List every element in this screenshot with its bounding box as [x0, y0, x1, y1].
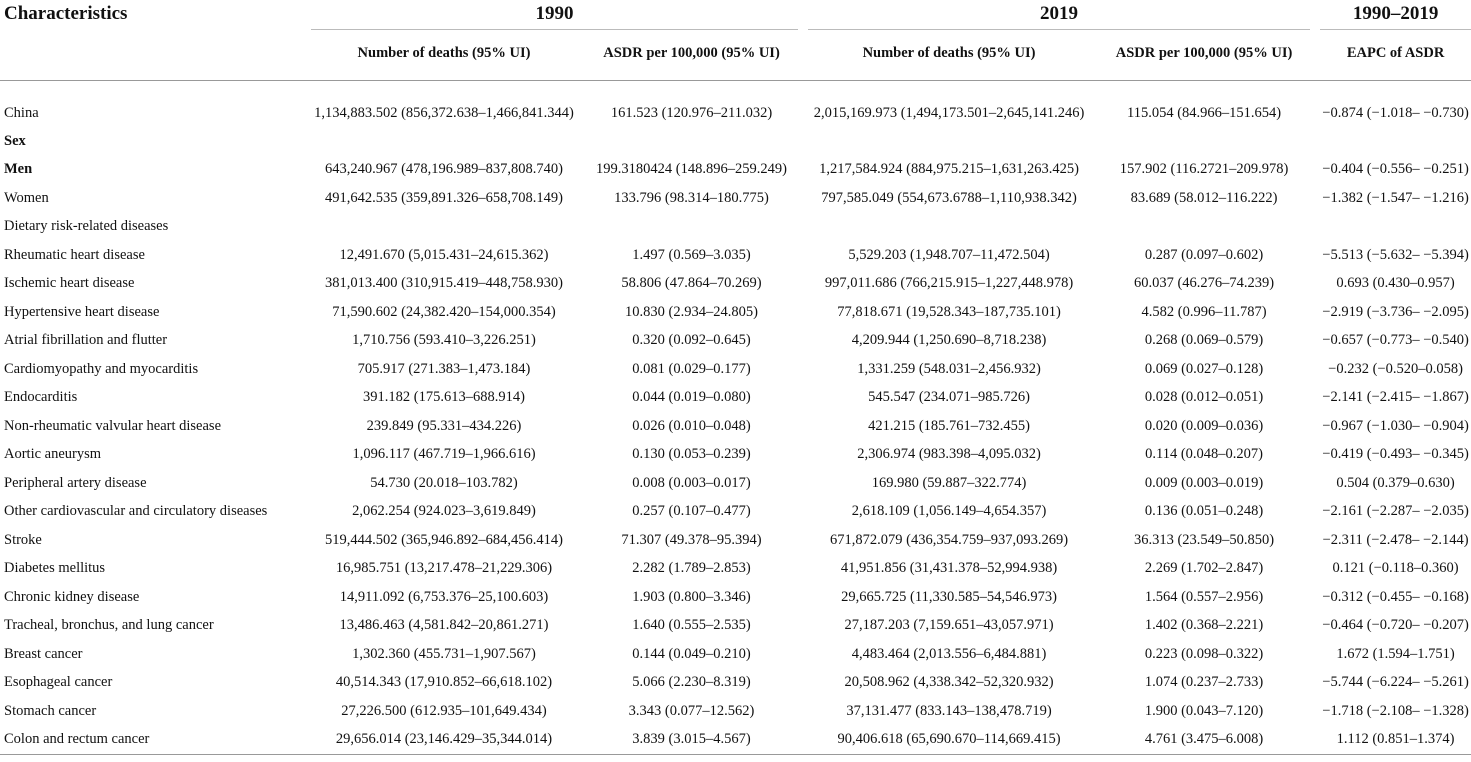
cell-asdr-2019: 0.028 (0.012–0.051)	[1144, 389, 1264, 406]
cell-deaths-1990	[311, 127, 577, 156]
cell-asdr-2019: 1.900 (0.043–7.120)	[1144, 702, 1264, 719]
cell-asdr-1990	[585, 213, 798, 242]
cell-asdr-2019: 0.287 (0.097–0.602)	[1144, 246, 1264, 263]
cell-eapc: −0.232 (−0.520–0.058)	[1328, 360, 1463, 377]
table-row	[0, 270, 1471, 299]
header-asdr-1990: ASDR per 100,000 (95% UI)	[603, 44, 780, 61]
cell-asdr-1990: 133.796 (98.314–180.775)	[614, 189, 769, 206]
table-row	[0, 81, 1471, 128]
cell-eapc	[1320, 127, 1471, 156]
cell-deaths-2019: 2,015,169.973 (1,494,173.501–2,645,141.246)	[813, 104, 1085, 121]
cell-asdr-1990: 0.008 (0.003–0.017)	[632, 474, 751, 491]
table-row	[0, 441, 1471, 470]
cell-asdr-2019: 2.269 (1.702–2.847)	[1144, 560, 1264, 577]
table-row	[0, 384, 1471, 413]
row-label: Peripheral artery disease	[4, 474, 147, 491]
cell-deaths-2019: 421.215 (185.761–732.455)	[868, 417, 1030, 434]
cell-deaths-2019	[808, 213, 1090, 242]
cell-eapc: −2.311 (−2.478– −2.144)	[1322, 531, 1469, 548]
table-row	[0, 526, 1471, 555]
cell-asdr-2019: 0.009 (0.003–0.019)	[1144, 474, 1264, 491]
cell-deaths-1990: 519,444.502 (365,946.892–684,456.414)	[324, 531, 564, 548]
cell-eapc: 0.121 (−0.118–0.360)	[1332, 560, 1459, 577]
row-label: China	[4, 104, 39, 121]
cell-asdr-1990: 0.044 (0.019–0.080)	[632, 389, 751, 406]
table-row	[0, 555, 1471, 584]
cell-deaths-2019: 1,331.259 (548.031–2,456.932)	[857, 360, 1041, 377]
cell-asdr-2019: 36.313 (23.549–50.850)	[1133, 531, 1275, 548]
row-label: Stroke	[4, 531, 42, 548]
cell-deaths-1990: 2,062.254 (924.023–3,619.849)	[352, 503, 536, 520]
row-label: Dietary risk-related diseases	[4, 218, 169, 235]
cell-asdr-2019: 0.114 (0.048–0.207)	[1145, 446, 1263, 463]
cell-deaths-2019: 797,585.049 (554,673.6788–1,110,938.342)	[821, 189, 1077, 206]
cell-eapc: −5.513 (−5.632– −5.394)	[1322, 246, 1469, 263]
cell-eapc: −0.874 (−1.018– −0.730)	[1322, 104, 1469, 121]
cell-deaths-2019: 1,217,584.924 (884,975.215–1,631,263.425)	[819, 161, 1079, 178]
cell-eapc: −0.404 (−0.556– −0.251)	[1322, 161, 1469, 178]
cell-eapc: −1.718 (−2.108– −1.328)	[1322, 702, 1469, 719]
row-label: Colon and rectum cancer	[0, 726, 303, 755]
cell-eapc: 0.693 (0.430–0.957)	[1336, 275, 1455, 292]
table-row	[0, 612, 1471, 641]
cell-deaths-1990: 705.917 (271.383–1,473.184)	[357, 360, 531, 377]
cell-asdr-2019: 0.069 (0.027–0.128)	[1144, 360, 1264, 377]
cell-asdr-1990: 1.903 (0.800–3.346)	[632, 588, 751, 605]
table-row	[0, 469, 1471, 498]
cell-deaths-2019: 4,209.944 (1,250.690–8,718.238)	[851, 332, 1047, 349]
cell-eapc: 1.112 (0.851–1.374)	[1320, 726, 1471, 755]
cell-deaths-1990: 1,302.360 (455.731–1,907.567)	[352, 645, 536, 662]
cell-deaths-1990: 29,656.014 (23,146.429–35,344.014)	[311, 726, 577, 755]
cell-deaths-2019: 20,508.962 (4,338.342–52,320.932)	[844, 674, 1054, 691]
cell-deaths-1990: 1,096.117 (467.719–1,966.616)	[352, 446, 536, 463]
cell-asdr-2019: 4.761 (3.475–6.008)	[1098, 726, 1310, 755]
cell-asdr-2019: 0.223 (0.098–0.322)	[1144, 645, 1264, 662]
table-row	[0, 640, 1471, 669]
cell-deaths-1990: 40,514.343 (17,910.852–66,618.102)	[335, 674, 553, 691]
cell-deaths-1990: 1,710.756 (593.410–3,226.251)	[352, 332, 536, 349]
cell-eapc: −0.312 (−0.455– −0.168)	[1322, 588, 1469, 605]
table-row	[0, 355, 1471, 384]
cell-deaths-1990: 391.182 (175.613–688.914)	[363, 389, 525, 406]
cell-eapc: −2.141 (−2.415– −1.867)	[1322, 389, 1469, 406]
row-label: Other cardiovascular and circulatory diseases	[4, 503, 268, 520]
header-group-2019: 2019	[808, 0, 1310, 30]
row-label: Ischemic heart disease	[4, 275, 135, 292]
row-label: Men	[4, 161, 33, 178]
row-label: Tracheal, bronchus, and lung cancer	[4, 617, 214, 634]
cell-asdr-1990: 3.343 (0.077–12.562)	[628, 702, 755, 719]
row-label: Hypertensive heart disease	[4, 303, 160, 320]
cell-asdr-2019: 0.136 (0.051–0.248)	[1144, 503, 1264, 520]
cell-deaths-2019: 90,406.618 (65,690.670–114,669.415)	[808, 726, 1090, 755]
cell-deaths-2019: 5,529.203 (1,948.707–11,472.504)	[848, 246, 1050, 263]
cell-deaths-2019	[808, 127, 1090, 156]
row-label: Atrial fibrillation and flutter	[4, 332, 168, 349]
cell-asdr-2019: 83.689 (58.012–116.222)	[1130, 189, 1278, 206]
cell-deaths-2019: 2,306.974 (983.398–4,095.032)	[857, 446, 1041, 463]
cell-deaths-1990: 54.730 (20.018–103.782)	[370, 474, 518, 491]
cell-eapc: −1.382 (−1.547– −1.216)	[1322, 189, 1469, 206]
row-label: Sex	[4, 132, 26, 149]
table-row	[0, 127, 1471, 156]
row-label: Women	[4, 189, 49, 206]
header-deaths-1990: Number of deaths (95% UI)	[357, 44, 531, 61]
table-row	[0, 156, 1471, 185]
cell-asdr-2019: 157.902 (116.2721–209.978)	[1119, 161, 1289, 178]
cell-deaths-1990: 12,491.670 (5,015.431–24,615.362)	[339, 246, 549, 263]
cell-deaths-1990: 13,486.463 (4,581.842–20,861.271)	[339, 617, 549, 634]
cell-asdr-1990: 2.282 (1.789–2.853)	[632, 560, 751, 577]
cell-asdr-1990: 0.026 (0.010–0.048)	[632, 417, 751, 434]
cell-deaths-1990: 643,240.967 (478,196.989–837,808.740)	[324, 161, 564, 178]
cell-asdr-1990: 10.830 (2.934–24.805)	[625, 303, 758, 320]
cell-deaths-2019: 997,011.686 (766,215.915–1,227,448.978)	[824, 275, 1074, 292]
cell-deaths-1990: 16,985.751 (13,217.478–21,229.306)	[335, 560, 553, 577]
table-row	[0, 697, 1471, 726]
table-row	[0, 184, 1471, 213]
cell-deaths-2019: 27,187.203 (7,159.651–43,057.971)	[844, 617, 1054, 634]
cell-asdr-2019: 115.054 (84.966–151.654)	[1126, 104, 1282, 121]
cell-deaths-2019: 545.547 (234.071–985.726)	[868, 389, 1030, 406]
cell-eapc: 0.504 (0.379–0.630)	[1336, 474, 1455, 491]
cell-asdr-1990: 0.257 (0.107–0.477)	[632, 503, 751, 520]
table-row	[0, 327, 1471, 356]
cell-asdr-1990	[585, 127, 798, 156]
table-row	[0, 213, 1471, 242]
cell-eapc: −0.967 (−1.030– −0.904)	[1322, 417, 1469, 434]
row-label: Stomach cancer	[4, 702, 97, 719]
header-eapc: EAPC of ASDR	[1346, 44, 1445, 61]
cell-eapc: −0.657 (−0.773– −0.540)	[1322, 332, 1469, 349]
table-row	[0, 241, 1471, 270]
table-row	[0, 669, 1471, 698]
cell-eapc: 1.672 (1.594–1.751)	[1336, 645, 1455, 662]
cell-asdr-1990: 58.806 (47.864–70.269)	[621, 275, 762, 292]
cell-asdr-1990: 71.307 (49.378–95.394)	[621, 531, 762, 548]
cell-asdr-2019	[1098, 213, 1310, 242]
cell-deaths-2019: 41,951.856 (31,431.378–52,994.938)	[840, 560, 1058, 577]
row-label: Endocarditis	[4, 389, 78, 406]
cell-asdr-1990: 0.081 (0.029–0.177)	[632, 360, 751, 377]
table-body	[0, 81, 1471, 755]
cell-deaths-1990: 381,013.400 (310,915.419–448,758.930)	[324, 275, 564, 292]
header-group-1990: 1990	[311, 0, 798, 30]
cell-asdr-1990: 161.523 (120.976–211.032)	[610, 104, 773, 121]
table-row	[0, 412, 1471, 441]
header-row-groups	[0, 0, 1471, 30]
row-label: Chronic kidney disease	[4, 588, 140, 605]
row-label: Diabetes mellitus	[4, 560, 106, 577]
cell-asdr-2019	[1098, 127, 1310, 156]
cell-asdr-1990: 1.497 (0.569–3.035)	[632, 246, 751, 263]
cell-deaths-1990	[311, 213, 577, 242]
table-row	[0, 583, 1471, 612]
header-row-sub	[0, 30, 1471, 81]
row-label: Aortic aneurysm	[4, 446, 102, 463]
cell-deaths-2019: 29,665.725 (11,330.585–54,546.973)	[841, 588, 1057, 605]
cell-asdr-1990: 199.3180424 (148.896–259.249)	[596, 161, 787, 178]
cell-eapc: −0.419 (−0.493– −0.345)	[1322, 446, 1469, 463]
header-deaths-2019: Number of deaths (95% UI)	[862, 44, 1036, 61]
table-row	[0, 726, 1471, 755]
cell-eapc: −2.161 (−2.287– −2.035)	[1322, 503, 1469, 520]
cell-eapc	[1320, 213, 1471, 242]
cell-asdr-1990: 0.130 (0.053–0.239)	[632, 446, 751, 463]
cell-deaths-1990: 1,134,883.502 (856,372.638–1,466,841.344)	[314, 104, 574, 121]
cell-deaths-2019: 37,131.477 (833.143–138,478.719)	[846, 702, 1052, 719]
header-asdr-2019: ASDR per 100,000 (95% UI)	[1115, 44, 1293, 61]
cell-deaths-2019: 2,618.109 (1,056.149–4,654.357)	[851, 503, 1047, 520]
cell-asdr-2019: 1.074 (0.237–2.733)	[1144, 674, 1264, 691]
cell-asdr-2019: 60.037 (46.276–74.239)	[1133, 275, 1275, 292]
row-label: Breast cancer	[4, 645, 83, 662]
cell-asdr-1990: 1.640 (0.555–2.535)	[632, 617, 751, 634]
cell-asdr-2019: 0.268 (0.069–0.579)	[1144, 332, 1264, 349]
cell-asdr-1990: 0.144 (0.049–0.210)	[632, 645, 751, 662]
cell-deaths-2019: 77,818.671 (19,528.343–187,735.101)	[837, 303, 1061, 320]
cell-deaths-2019: 671,872.079 (436,354.759–937,093.269)	[830, 531, 1069, 548]
cell-asdr-1990: 5.066 (2.230–8.319)	[632, 674, 751, 691]
cell-deaths-2019: 169.980 (59.887–322.774)	[871, 474, 1027, 491]
header-group-1990-2019: 1990–2019	[1320, 0, 1471, 30]
cell-asdr-2019: 1.402 (0.368–2.221)	[1144, 617, 1264, 634]
cell-asdr-2019: 4.582 (0.996–11.787)	[1141, 303, 1267, 320]
cell-deaths-1990: 239.849 (95.331–434.226)	[366, 417, 522, 434]
table-row	[0, 298, 1471, 327]
table-row	[0, 498, 1471, 527]
cell-eapc: −0.464 (−0.720– −0.207)	[1322, 617, 1469, 634]
cell-asdr-1990: 0.320 (0.092–0.645)	[632, 332, 751, 349]
cell-deaths-1990: 27,226.500 (612.935–101,649.434)	[341, 702, 547, 719]
cell-asdr-1990: 3.839 (3.015–4.567)	[585, 726, 798, 755]
row-label: Cardiomyopathy and myocarditis	[4, 360, 199, 377]
cell-eapc: −2.919 (−3.736– −2.095)	[1322, 303, 1469, 320]
row-label: Rheumatic heart disease	[4, 246, 145, 263]
row-label: Esophageal cancer	[4, 674, 113, 691]
header-characteristics: Characteristics	[4, 3, 128, 24]
cell-deaths-2019: 4,483.464 (2,013.556–6,484.881)	[851, 645, 1047, 662]
row-label: Non-rheumatic valvular heart disease	[4, 417, 222, 434]
cell-asdr-2019: 1.564 (0.557–2.956)	[1144, 588, 1264, 605]
cell-deaths-1990: 491,642.535 (359,891.326–658,708.149)	[324, 189, 564, 206]
cell-asdr-2019: 0.020 (0.009–0.036)	[1144, 417, 1264, 434]
cell-eapc: −5.744 (−6.224– −5.261)	[1322, 674, 1469, 691]
cell-deaths-1990: 71,590.602 (24,382.420–154,000.354)	[332, 303, 556, 320]
cell-deaths-1990: 14,911.092 (6,753.376–25,100.603)	[339, 588, 549, 605]
